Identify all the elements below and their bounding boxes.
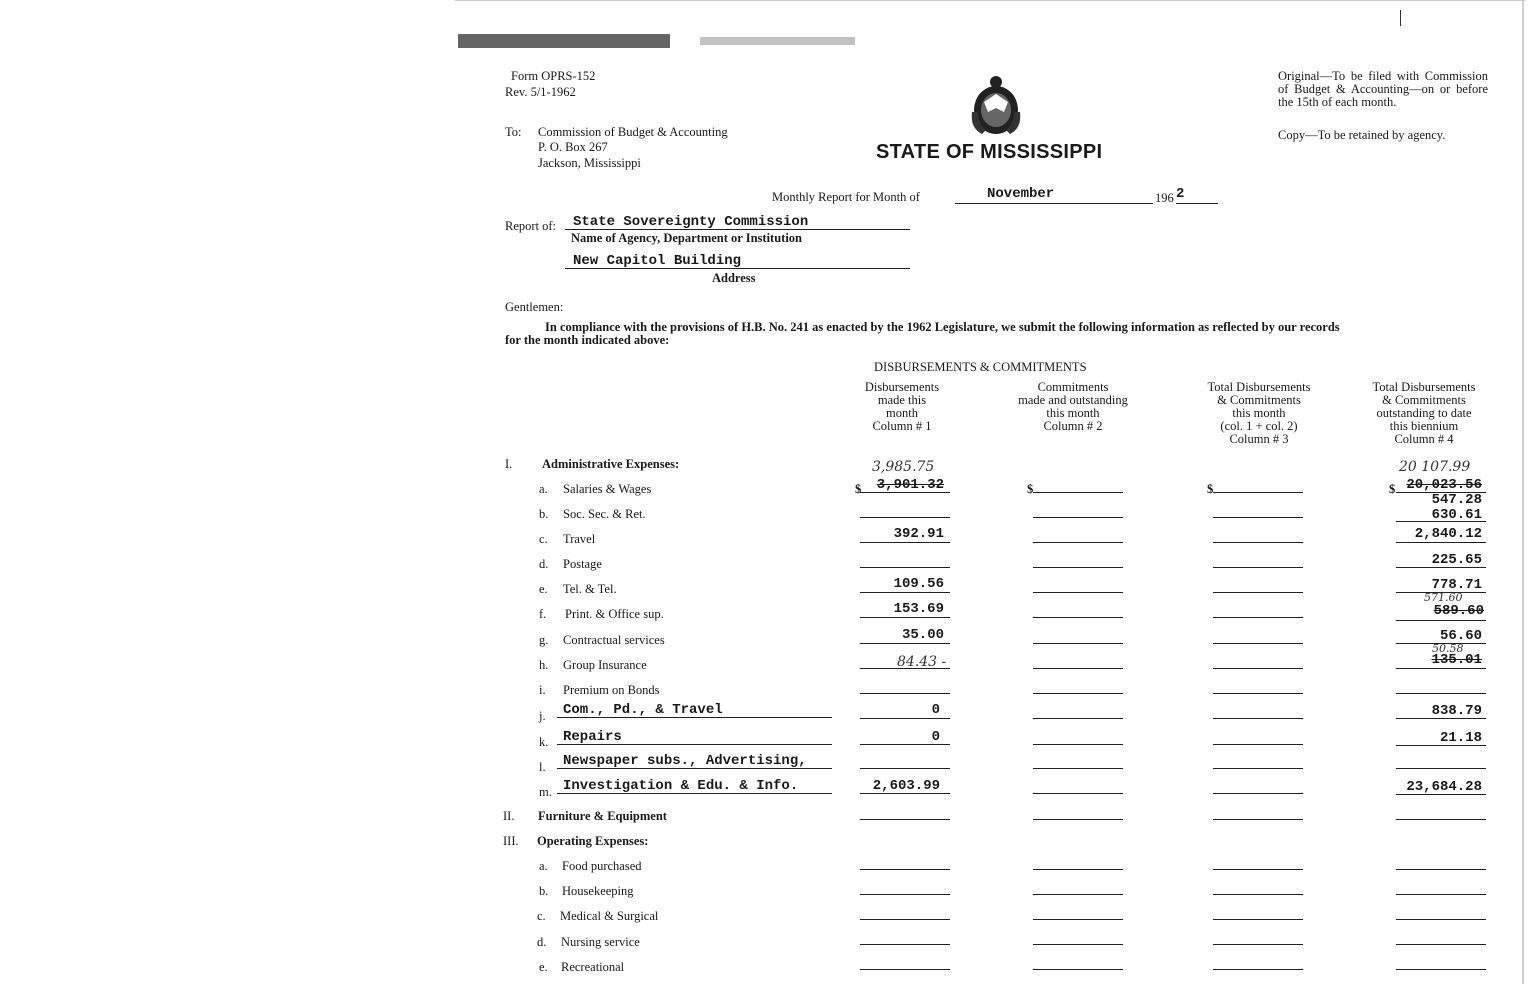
- column-header-2: Commitments made and outstanding this month Column # 2: [1018, 380, 1128, 433]
- row-letter: k.: [539, 735, 549, 749]
- col1-value: 2,603.99: [872, 778, 940, 794]
- row-label: Food purchased: [562, 859, 642, 873]
- month-label: Monthly Report for Month of: [772, 190, 920, 204]
- row-label: Recreational: [561, 960, 625, 974]
- salutation: Gentlemen:: [505, 300, 564, 314]
- row-label: Nursing service: [561, 935, 640, 949]
- row-letter: e.: [539, 582, 548, 596]
- col1-value: 3,901.32: [876, 477, 944, 493]
- dollar-sign: $: [1389, 482, 1396, 496]
- section-number: II.: [503, 809, 515, 823]
- row-letter: b.: [539, 507, 549, 521]
- col1-value: 392.91: [893, 526, 944, 542]
- col4-value: 135.01: [1431, 652, 1482, 668]
- handwritten-col1-total: 3,985.75: [872, 459, 935, 475]
- dollar-sign: $: [1027, 482, 1034, 496]
- handwritten-col1-value: 84.43 -: [897, 654, 947, 670]
- row-letter: c.: [537, 909, 546, 923]
- row-letter: a.: [539, 482, 548, 496]
- row-label: Tel. & Tel.: [563, 582, 617, 596]
- original-instructions: Original—To be filed with Commission of Budget & Accounting—on or before the 15th of each month.: [1278, 69, 1488, 109]
- to-line3: Jackson, Mississippi: [538, 156, 641, 170]
- row-letter: h.: [539, 658, 549, 672]
- agency-name-caption: Name of Agency, Department or Institution: [571, 231, 802, 245]
- page-title: STATE OF MISSISSIPPI: [876, 141, 1103, 163]
- col4-value: 630.61: [1431, 507, 1482, 523]
- state-seal-icon: [966, 72, 1026, 138]
- handwritten-correction: 571.60: [1424, 591, 1463, 604]
- form-revision: Rev. 5/1-1962: [505, 85, 576, 99]
- col4-value: 225.65: [1431, 552, 1482, 568]
- section-label: Administrative Expenses:: [542, 457, 680, 471]
- row-label: Salaries & Wages: [563, 482, 652, 496]
- row-label: Premium on Bonds: [563, 683, 660, 697]
- row-label: Print. & Office sup.: [565, 607, 664, 621]
- col4-value: 589.60: [1433, 603, 1484, 619]
- agency-address: New Capitol Building: [573, 253, 742, 269]
- row-letter: c.: [539, 532, 548, 546]
- row-letter: b.: [539, 884, 549, 898]
- row-label: Contractual services: [563, 633, 665, 647]
- intro-line-1: In compliance with the provisions of H.B. No. 241 as enacted by the 1962 Legislature, we submit the following information as reflected by our records: [545, 320, 1340, 334]
- scan-artifact: [458, 34, 670, 48]
- row-label: Soc. Sec. & Ret.: [563, 507, 646, 521]
- scan-edge: [1522, 0, 1524, 984]
- section-label: Operating Expenses:: [537, 834, 649, 848]
- col4-value: 23,684.28: [1406, 779, 1482, 795]
- column-header-3: Total Disbursements & Commitments this month (col. 1 + col. 2) Column # 3: [1207, 380, 1311, 446]
- col1-value: 35.00: [901, 627, 944, 643]
- handwritten-correction: 50.58: [1432, 642, 1464, 655]
- table-title: DISBURSEMENTS & COMMITMENTS: [874, 360, 1087, 374]
- row-letter: i.: [539, 683, 546, 697]
- row-letter: d.: [539, 557, 549, 571]
- row-letter: f.: [539, 607, 547, 621]
- to-line2: P. O. Box 267: [538, 140, 608, 154]
- row-letter: m.: [539, 785, 552, 799]
- col4-value: 21.18: [1439, 730, 1482, 746]
- row-letter: j.: [539, 709, 546, 723]
- row-label: Newspaper subs., Advertising,: [563, 753, 807, 769]
- col4-value: 2,840.12: [1414, 526, 1482, 542]
- row-letter: l.: [539, 760, 546, 774]
- to-label: To:: [505, 125, 522, 139]
- row-label: Housekeeping: [562, 884, 634, 898]
- copy-instructions: Copy—To be retained by agency.: [1278, 128, 1446, 142]
- column-header-4: Total Disbursements & Commitments outstanding to date this biennium Column # 4: [1372, 380, 1476, 446]
- report-of-label: Report of:: [505, 219, 557, 233]
- row-label: Repairs: [563, 729, 622, 745]
- agency-address-caption: Address: [712, 271, 756, 285]
- year-prefix: 196: [1155, 191, 1174, 205]
- col4-value: 838.79: [1431, 703, 1482, 719]
- col4-value: 778.71: [1431, 577, 1482, 593]
- col4-value: 20,023.56: [1406, 477, 1482, 493]
- intro-line-2: for the month indicated above:: [505, 333, 670, 347]
- year-suffix: 2: [1176, 186, 1185, 202]
- column-header-1: Disbursements made this month Column # 1: [864, 380, 940, 433]
- row-letter: d.: [537, 935, 547, 949]
- dollar-sign: $: [855, 482, 862, 496]
- form-number: Form OPRS-152: [511, 69, 596, 83]
- scan-artifact: [455, 0, 1525, 1]
- col4-value: 56.60: [1439, 628, 1482, 644]
- scan-artifact: [700, 37, 855, 45]
- col1-value: 153.69: [893, 601, 944, 617]
- row-label: Investigation & Edu. & Info.: [563, 778, 799, 794]
- row-letter: g.: [539, 633, 549, 647]
- agency-name: State Sovereignty Commission: [573, 214, 809, 230]
- col1-value: 109.56: [893, 576, 944, 592]
- col1-value: 0: [931, 702, 940, 718]
- report-month: November: [987, 186, 1055, 202]
- section-number: I.: [505, 457, 513, 471]
- to-line1: Commission of Budget & Accounting: [538, 125, 728, 139]
- row-label: Com., Pd., & Travel: [563, 702, 723, 718]
- section-label: Furniture & Equipment: [538, 809, 667, 823]
- col4-value: 547.28: [1431, 492, 1482, 508]
- row-label: Postage: [563, 557, 602, 571]
- row-letter: e.: [539, 960, 548, 974]
- row-label: Travel: [563, 532, 596, 546]
- col1-value: 0: [931, 729, 940, 745]
- row-letter: a.: [539, 859, 548, 873]
- row-label: Medical & Surgical: [560, 909, 659, 923]
- scan-artifact: [1400, 10, 1401, 26]
- row-label: Group Insurance: [563, 658, 647, 672]
- section-number: III.: [503, 834, 519, 848]
- handwritten-col4-total: 20 107.99: [1399, 459, 1471, 475]
- dollar-sign: $: [1207, 482, 1214, 496]
